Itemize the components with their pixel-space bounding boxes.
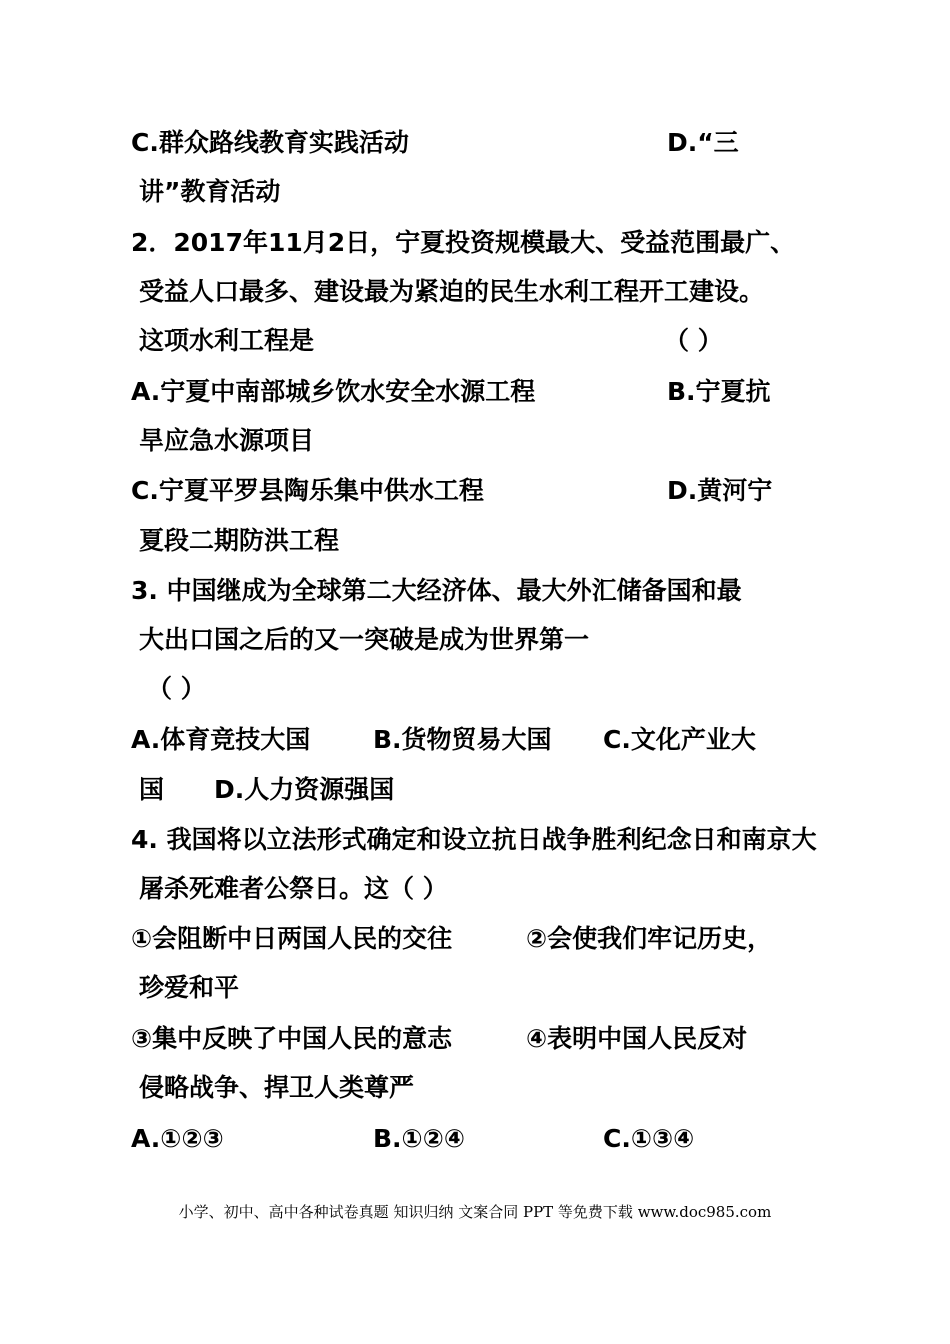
q4-stem-line1: 4. 我国将以立法形式确定和设立抗日战争胜利纪念日和南京大 <box>131 825 817 854</box>
q3-option-c-cont: 国 <box>139 775 165 804</box>
q3-answer-blank: （ ） <box>147 674 206 703</box>
q4-item-2-start: ②会使我们牢记历史， <box>526 924 773 953</box>
q2-option-a: A.宁夏中南部城乡饮水安全水源工程 <box>131 377 536 406</box>
page-footer: 小学、初中、高中各种试卷真题 知识归纳 文案合同 PPT 等免费下载 www.doc985.com <box>178 1203 772 1221</box>
q3-option-a: A.体育竞技大国 <box>131 725 311 754</box>
q4-stem-line2: 屠杀死难者公祭日。这（ ） <box>139 874 448 903</box>
q4-option-a: A.①②③ <box>131 1124 224 1153</box>
q2-option-c: C.宁夏平罗县陶乐集中供水工程 <box>131 476 484 505</box>
q4-item-4-start: ④表明中国人民反对 <box>526 1024 748 1053</box>
q4-item-1: ①会阻断中日两国人民的交往 <box>131 924 453 953</box>
q2-option-b-start: B.宁夏抗 <box>667 377 771 406</box>
q4-item-4-cont: 侵略战争、捍卫人类尊严 <box>139 1073 415 1102</box>
q3-option-c-start: C.文化产业大 <box>603 725 756 754</box>
q3-stem-line1: 3. 中国继成为全球第二大经济体、最大外汇储备国和最 <box>131 576 742 605</box>
q4-item-2-cont: 珍爱和平 <box>139 973 240 1002</box>
q4-item-3: ③集中反映了中国人民的意志 <box>131 1024 453 1053</box>
q2-stem-line2: 受益人口最多、建设最为紧迫的民生水利工程开工建设。 <box>139 277 765 306</box>
q3-option-d: D.人力资源强国 <box>214 775 395 804</box>
q3-stem-line2: 大出口国之后的又一突破是成为世界第一 <box>139 625 590 654</box>
q2-answer-blank: （ ） <box>664 326 723 355</box>
q3-option-b: B.货物贸易大国 <box>373 725 552 754</box>
q2-option-d-cont: 夏段二期防洪工程 <box>139 526 340 555</box>
q2-option-b-cont: 旱应急水源项目 <box>139 426 315 455</box>
q1-option-d-cont: 讲”教育活动 <box>139 177 281 206</box>
q4-option-c: C.①③④ <box>603 1124 695 1153</box>
q2-stem-line3: 这项水利工程是 <box>139 326 315 355</box>
q2-option-d-start: D.黄河宁 <box>667 476 773 505</box>
q2-stem-line1: 2．2017年11月2日，宁夏投资规模最大、受益范围最广、 <box>131 228 796 257</box>
q1-option-d-start: D.“三 <box>667 128 739 157</box>
q4-option-b: B.①②④ <box>373 1124 466 1153</box>
q1-option-c: C.群众路线教育实践活动 <box>131 128 409 157</box>
